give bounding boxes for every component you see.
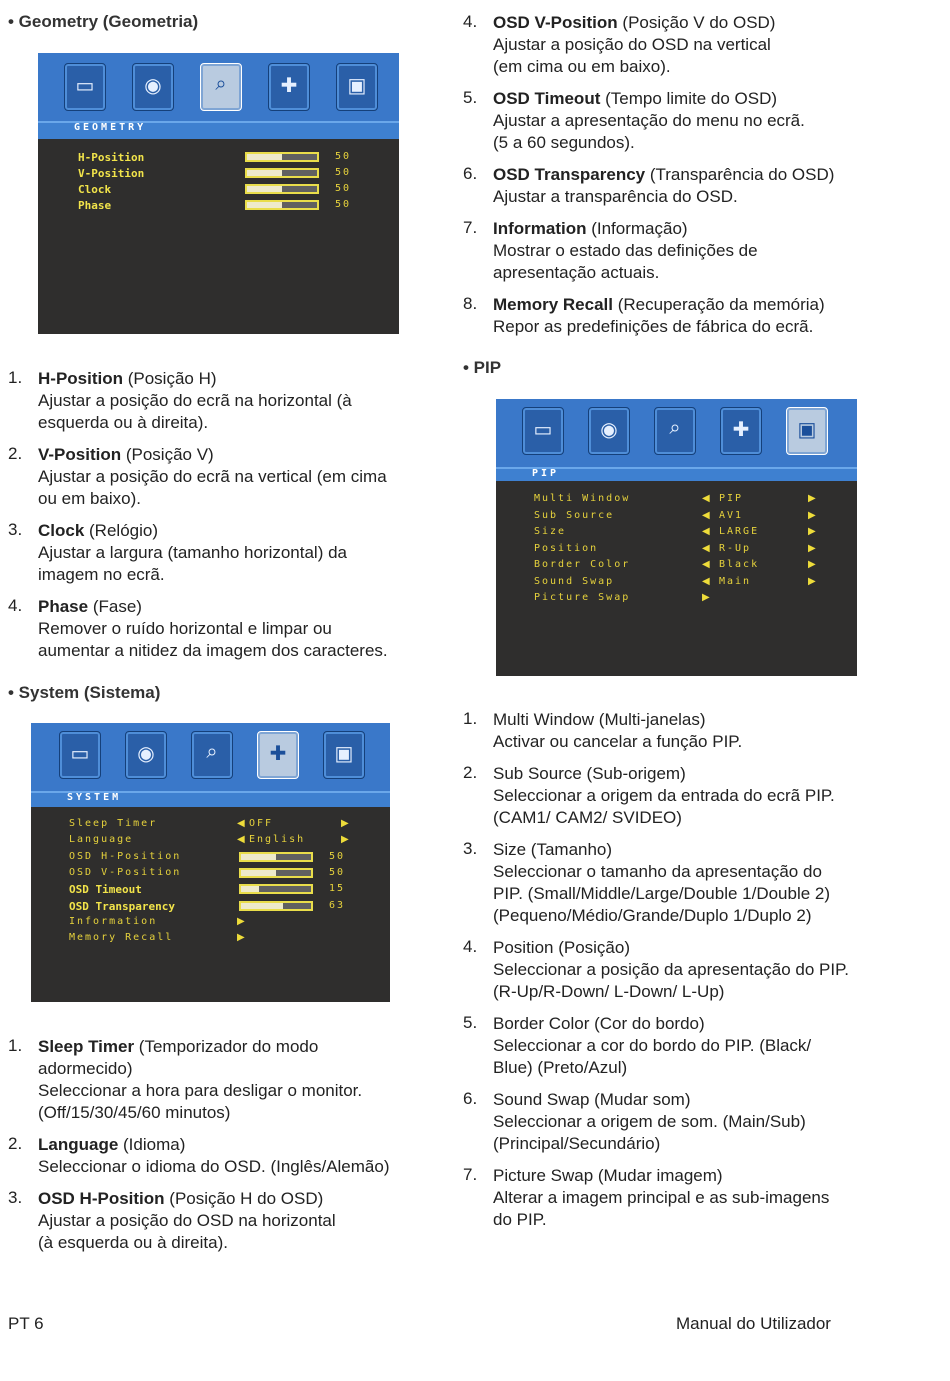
osd-row-value: OFF (249, 818, 274, 829)
osd-right-arrow: ▶ (237, 915, 245, 927)
osd-left-arrow: ◀ (237, 834, 245, 846)
monitor-settings-icon-glyph: ▣ (797, 419, 817, 441)
osd-left-arrow: ◀ (237, 818, 245, 829)
list-item-description: Ajustar a posição do OSD na horizontal (38, 1211, 336, 1230)
magnifier-icon-glyph: ⌕ (215, 73, 227, 95)
list-item-description: (em cima ou em baixo). (493, 57, 671, 76)
osd-row-value: Black (719, 559, 760, 570)
list-item-description: Alterar a imagem principal e as sub-imagens (493, 1188, 830, 1207)
osd-left-arrow: ◀ (702, 509, 710, 521)
osd-row-value: 50 (335, 183, 352, 194)
list-item-term-translation: (Relógio) (84, 521, 158, 540)
list-item-description: Ajustar a posição do ecrã na vertical (em cima (38, 467, 387, 486)
list-item-description: imagem no ecrã. (38, 565, 165, 584)
list-item-description: (Off/15/30/45/60 minutos) (38, 1103, 231, 1122)
osd-row-value: 50 (335, 151, 352, 162)
osd-row-value: English (249, 834, 306, 846)
list-item-description: Seleccionar o idioma do OSD. (Inglês/Alemão) (38, 1157, 390, 1176)
system-osd-screenshot (31, 723, 390, 1002)
osd-right-arrow: ▶ (808, 493, 816, 504)
list-item-number: 2. (8, 444, 23, 463)
list-item-term-translation: (Posição V do OSD) (617, 13, 776, 32)
list-item-term-translation: (Tempo limite do OSD) (600, 89, 778, 108)
osd-left-arrow: ◀ (702, 493, 710, 504)
list-item-description: ou em baixo). (38, 489, 141, 508)
osd-level-fill (247, 186, 282, 192)
list-item-title (493, 88, 777, 110)
osd-level-bar (245, 152, 319, 162)
list-item-description: aumentar a nitidez da imagem dos caracteres. (38, 641, 388, 660)
list-item-description: (CAM1/ CAM2/ SVIDEO) (493, 808, 682, 827)
list-item-number: 2. (463, 763, 478, 782)
list-item-title (493, 1165, 723, 1187)
list-item-title (493, 218, 688, 240)
list-item-number: 3. (8, 520, 23, 539)
list-item-term: OSD V-Position (493, 13, 618, 32)
tools-icon-glyph: ✚ (280, 75, 298, 97)
list-item-number: 3. (463, 839, 478, 858)
osd-level-fill (241, 870, 276, 876)
osd-row-label: Picture Swap (534, 592, 631, 603)
color-palette-icon-glyph: ◉ (144, 75, 162, 97)
osd-level-bar (245, 200, 319, 210)
osd-right-arrow: ▶ (808, 559, 816, 570)
osd-level-bar (239, 901, 313, 911)
osd-row-value: R-Up (719, 542, 752, 554)
osd-row-value: 50 (335, 199, 352, 210)
list-item-description: Seleccionar a origem de som. (Main/Sub) (493, 1112, 806, 1131)
list-item-term-translation: (Temporizador do modo (134, 1037, 319, 1056)
list-item-description: Ajustar a posição do ecrã na horizontal (à (38, 391, 352, 410)
osd-level-bar (239, 868, 313, 878)
osd-row-label: Sound Swap (534, 575, 615, 587)
tools-icon-glyph: ✚ (269, 743, 287, 765)
list-item-description: Seleccionar o tamanho da apresentação do (493, 862, 822, 881)
list-item-number: 5. (463, 88, 478, 107)
osd-left-arrow: ◀ (702, 526, 710, 537)
system-heading: • System (Sistema) (8, 683, 161, 702)
list-item-description: (Pequeno/Médio/Grande/Duplo 1/Duplo 2) (493, 906, 812, 925)
magnifier-icon (654, 407, 696, 455)
list-item-description: apresentação actuais. (493, 263, 660, 282)
list-item-description: Seleccionar a cor do bordo do PIP. (Black/ (493, 1036, 812, 1055)
osd-level-fill (247, 154, 282, 160)
list-item-term: Clock (38, 521, 85, 540)
list-item-title (493, 839, 612, 861)
osd-right-arrow: ▶ (808, 526, 816, 537)
list-item-number: 5. (463, 1013, 478, 1032)
list-item-term-translation: (Recuperação da memória) (613, 295, 825, 314)
osd-right-arrow: ▶ (341, 818, 349, 829)
list-item-number: 8. (463, 294, 478, 313)
osd-row-value: 50 (329, 866, 346, 878)
monitor-icon-glyph: ▭ (70, 743, 90, 765)
list-item-description: Repor as predefinições de fábrica do ecrã. (493, 317, 814, 336)
list-item-title (493, 709, 706, 731)
list-item-term: Language (38, 1135, 119, 1154)
list-item-term: Sleep Timer (38, 1037, 135, 1056)
list-item-term: H-Position (38, 369, 123, 388)
osd-level-bar (245, 184, 319, 194)
list-item-term-translation: Multi Window (Multi-janelas) (493, 710, 706, 729)
list-item-title (493, 12, 775, 34)
osd-row-value: 15 (329, 883, 346, 895)
osd-row-label: Sub Source (534, 509, 615, 521)
list-item-term: OSD H-Position (38, 1189, 165, 1208)
list-item-number: 7. (463, 218, 478, 237)
osd-row-value: PIP (719, 493, 744, 504)
color-palette-icon-glyph: ◉ (137, 743, 155, 765)
list-item-description: Seleccionar a posição da apresentação do PIP. (493, 960, 849, 979)
list-item-description: Ajustar a apresentação do menu no ecrã. (493, 111, 805, 130)
list-item-description: Ajustar a transparência do OSD. (493, 187, 738, 206)
tools-icon-glyph: ✚ (732, 419, 750, 441)
list-item-description: Seleccionar a hora para desligar o monitor. (38, 1081, 363, 1100)
osd-row-value: Main (719, 575, 752, 587)
list-item-title (38, 1036, 318, 1058)
list-item-term-translation: Picture Swap (Mudar imagem) (493, 1166, 723, 1185)
list-item-title (38, 1134, 185, 1156)
osd-right-arrow: ▶ (237, 932, 245, 944)
color-palette-icon (125, 731, 167, 779)
list-item-description: (5 a 60 segundos). (493, 133, 635, 152)
list-item-number: 7. (463, 1165, 478, 1184)
osd-left-arrow: ◀ (702, 542, 710, 554)
osd-row-label: Clock (78, 183, 112, 196)
list-item-title (493, 763, 686, 785)
pip-osd-screenshot (496, 399, 857, 676)
list-item-term: OSD Transparency (493, 165, 646, 184)
list-item-title (38, 368, 217, 390)
osd-left-arrow: ◀ (702, 575, 710, 587)
osd-row-value: 50 (335, 167, 352, 178)
osd-row-label: Phase (78, 199, 112, 212)
list-item-title (38, 596, 142, 618)
list-item-title (38, 444, 214, 466)
list-item-description: Ajustar a largura (tamanho horizontal) da (38, 543, 347, 562)
osd-row-label: V-Position (78, 167, 145, 180)
list-item-term: V-Position (38, 445, 122, 464)
list-item-number: 2. (8, 1134, 23, 1153)
list-item-term-translation: Sub Source (Sub-origem) (493, 764, 686, 783)
tools-icon (268, 63, 310, 111)
list-item-term-translation: (Informação) (586, 219, 688, 238)
list-item-term-translation: Position (Posição) (493, 938, 631, 957)
osd-row-label: OSD H-Position (69, 850, 182, 862)
osd-row-label: OSD Timeout (69, 883, 142, 897)
osd-row-value: LARGE (719, 526, 760, 537)
list-item-number: 1. (8, 368, 23, 387)
tools-icon (257, 731, 299, 779)
osd-row-label: H-Position (78, 151, 145, 164)
osd-row-label: OSD Transparency (69, 899, 175, 913)
list-item-title (493, 294, 825, 316)
color-palette-icon (588, 407, 630, 455)
list-item-term: Memory Recall (493, 295, 613, 314)
list-item-title (493, 1089, 690, 1111)
osd-row-value: 50 (329, 850, 346, 862)
osd-level-fill (241, 886, 259, 892)
list-item-description: PIP. (Small/Middle/Large/Double 1/Double 2) (493, 884, 831, 903)
list-item-title (493, 1013, 705, 1035)
list-item-number: 6. (463, 1089, 478, 1108)
list-item-term-translation: (Posição H do OSD) (164, 1189, 324, 1208)
osd-row-label: Multi Window (534, 493, 631, 504)
monitor-settings-icon (323, 731, 365, 779)
list-item-description: (Principal/Secundário) (493, 1134, 661, 1153)
color-palette-icon (132, 63, 174, 111)
list-item-number: 4. (463, 937, 478, 956)
osd-row-label: Size (534, 526, 567, 537)
list-item-term-translation: (Posição H) (123, 369, 217, 388)
list-item-number: 4. (8, 596, 23, 615)
osd-row-label: Language (69, 834, 134, 846)
list-item-term-translation: (Transparência do OSD) (645, 165, 835, 184)
osd-row-label: Position (534, 542, 599, 554)
osd-row-label: Information (69, 915, 158, 927)
osd-right-arrow: ▶ (808, 509, 816, 521)
osd-row-value: AV1 (719, 509, 744, 521)
color-palette-icon-glyph: ◉ (600, 419, 618, 441)
list-item-description: Mostrar o estado das definições de (493, 241, 758, 260)
list-item-description: (R-Up/R-Down/ L-Down/ L-Up) (493, 982, 725, 1001)
geometry-osd-screenshot (38, 53, 399, 334)
manual-title: Manual do Utilizador (676, 1314, 831, 1333)
magnifier-icon (191, 731, 233, 779)
osd-level-fill (247, 202, 282, 208)
monitor-settings-icon-glyph: ▣ (334, 743, 354, 765)
osd-level-bar (245, 168, 319, 178)
osd-right-arrow: ▶ (808, 575, 816, 587)
osd-level-fill (247, 170, 282, 176)
osd-right-arrow: ▶ (808, 542, 816, 554)
list-item-term-translation: (Idioma) (118, 1135, 186, 1154)
list-item-term-translation: Size (Tamanho) (493, 840, 613, 859)
osd-right-arrow: ▶ (341, 834, 349, 846)
list-item-number: 4. (463, 12, 478, 31)
list-item-title (493, 164, 834, 186)
osd-title: PIP (532, 468, 560, 479)
monitor-settings-icon (786, 407, 828, 455)
osd-title: SYSTEM (67, 792, 122, 803)
list-item-description: do PIP. (493, 1210, 547, 1229)
osd-level-fill (241, 903, 283, 909)
list-item-description: Blue) (Preto/Azul) (493, 1058, 628, 1077)
magnifier-icon-glyph: ⌕ (669, 417, 681, 439)
page-number: PT 6 (8, 1314, 44, 1333)
list-item-description: Ajustar a posição do OSD na vertical (493, 35, 771, 54)
list-item-term-translation: (Fase) (88, 597, 142, 616)
monitor-settings-icon-glyph: ▣ (347, 75, 367, 97)
magnifier-icon (200, 63, 242, 111)
list-item-description: Seleccionar a origem da entrada do ecrã PIP. (493, 786, 835, 805)
monitor-icon (59, 731, 101, 779)
list-item-term: Phase (38, 597, 89, 616)
osd-level-bar (239, 852, 313, 862)
osd-level-fill (241, 854, 276, 860)
osd-title: GEOMETRY (74, 122, 147, 133)
list-item-number: 3. (8, 1188, 23, 1207)
list-item-description: esquerda ou à direita). (38, 413, 209, 432)
list-item-title (38, 1188, 323, 1210)
tools-icon (720, 407, 762, 455)
list-item-number: 6. (463, 164, 478, 183)
list-item-number: 1. (463, 709, 478, 728)
list-item-title (493, 937, 630, 959)
pip-heading: • PIP (463, 358, 502, 377)
monitor-icon-glyph: ▭ (533, 419, 553, 441)
list-item-description: Remover o ruído horizontal e limpar ou (38, 619, 332, 638)
osd-left-arrow: ◀ (702, 559, 710, 570)
geometry-heading: • Geometry (Geometria) (8, 12, 199, 31)
list-item-term: OSD Timeout (493, 89, 601, 108)
osd-row-label: Sleep Timer (69, 818, 158, 829)
osd-level-bar (239, 884, 313, 894)
list-item-term-translation: Sound Swap (Mudar som) (493, 1090, 691, 1109)
list-item-description: adormecido) (38, 1059, 133, 1078)
list-item-title (38, 520, 158, 542)
osd-row-label: OSD V-Position (69, 866, 182, 878)
list-item-number: 1. (8, 1036, 23, 1055)
list-item-description: (à esquerda ou à direita). (38, 1233, 228, 1252)
list-item-term-translation: Border Color (Cor do bordo) (493, 1014, 705, 1033)
monitor-icon (64, 63, 106, 111)
monitor-settings-icon (336, 63, 378, 111)
monitor-icon (522, 407, 564, 455)
list-item-description: Activar ou cancelar a função PIP. (493, 732, 743, 751)
osd-row-value: 63 (329, 899, 346, 911)
osd-row-label: Memory Recall (69, 932, 174, 944)
monitor-icon-glyph: ▭ (75, 75, 95, 97)
osd-row-label: Border Color (534, 559, 631, 570)
magnifier-icon-glyph: ⌕ (206, 741, 218, 763)
osd-right-arrow: ▶ (702, 592, 710, 603)
list-item-term: Information (493, 219, 587, 238)
list-item-term-translation: (Posição V) (121, 445, 214, 464)
